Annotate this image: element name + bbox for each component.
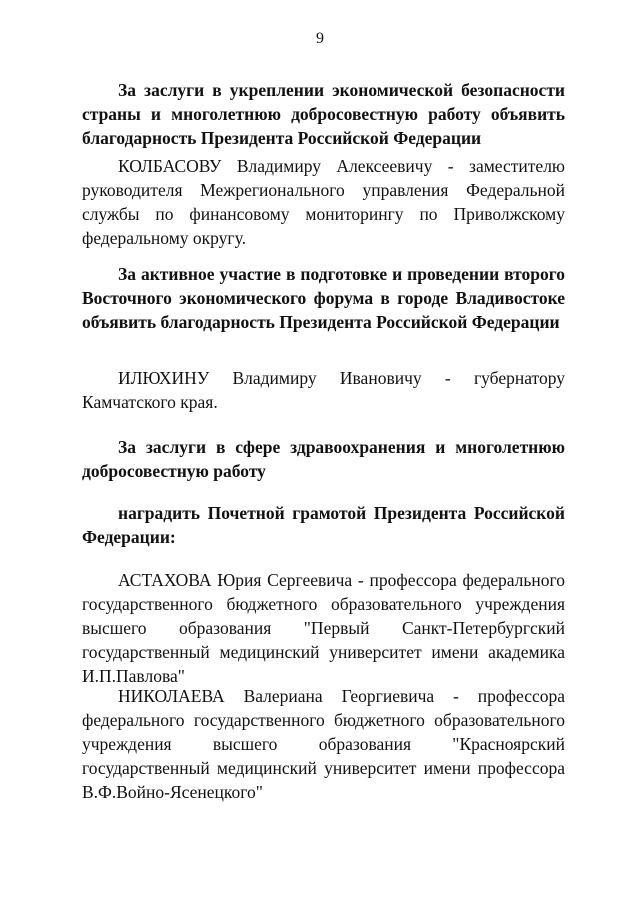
- section-3-subheading: наградить Почетной грамотой Президента Российской Федерации:: [82, 503, 565, 547]
- section-1-heading: За заслуги в укреплении экономической безопасности страны и многолетнюю добросовестную работу объявить благодарность Президента Российской Федерации: [82, 80, 565, 148]
- section-2-entry-1: ИЛЮХИНУ Владимиру Ивановичу - губернатору Камчатского края.: [82, 368, 565, 412]
- section-3-heading: За заслуги в сфере здравоохранения и многолетнюю добросовестную работу: [82, 437, 565, 481]
- section-3-entry-2: НИКОЛАЕВА Валериана Георгиевича - профессора федерального государственного бюджетного образовательного учреждения высшего образования "Красноярский государственный медицинский университет имени профессора В.Ф.Войно-Ясенецкого": [82, 686, 565, 802]
- page-number: 9: [316, 30, 324, 47]
- section-1-entry-1: КОЛБАСОВУ Владимиру Алексеевичу - заместителю руководителя Межрегионального управления Федеральной службы по финансовому мониторингу по Приволжскому федеральному округу.: [82, 156, 565, 248]
- section-2-heading: За активное участие в подготовке и проведении второго Восточного экономического форума в городе Владивостоке объявить благодарность Президента Российской Федерации: [82, 264, 565, 332]
- section-3-entry-1: АСТАХОВА Юрия Сергеевича - профессора федерального государственного бюджетного образовательного учреждения высшего образования "Первый Санкт-Петербургский государственный медицинский университет имени академика И.П.Павлова": [82, 570, 565, 686]
